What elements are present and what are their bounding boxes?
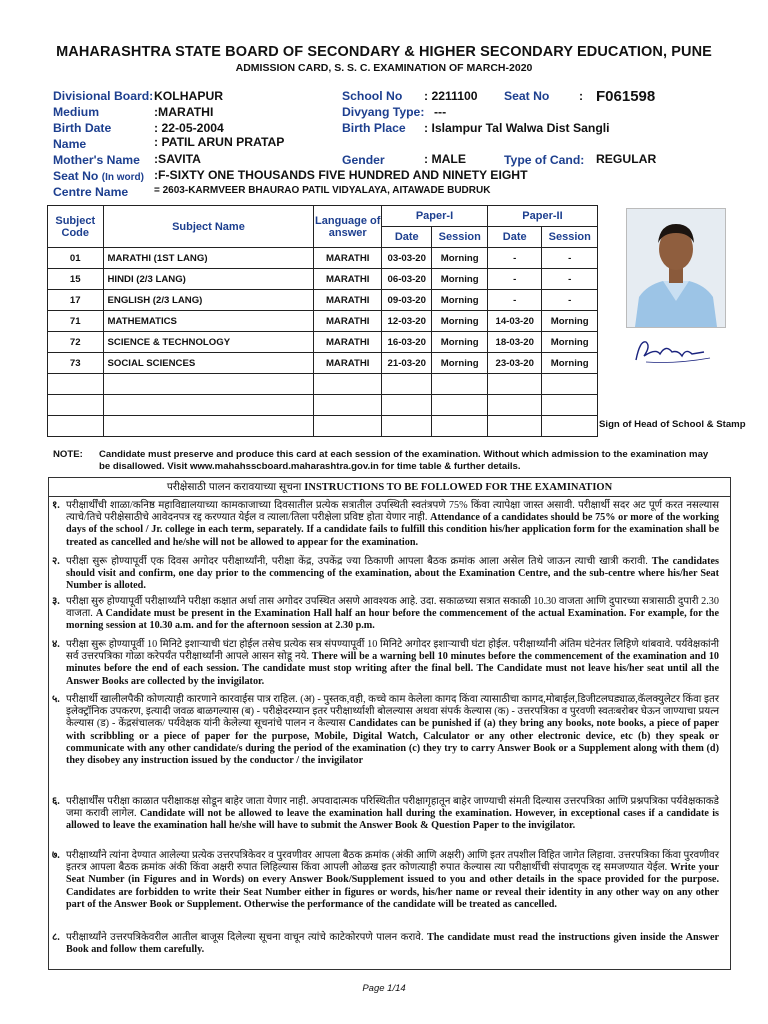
student-photo — [626, 208, 726, 328]
cell-date2: 23-03-20 — [487, 353, 541, 374]
name-label: Name — [53, 137, 87, 151]
table-row — [48, 416, 598, 437]
page-number: Page 1/14 — [362, 983, 406, 994]
seat-words-label: Seat No (In word) — [53, 169, 144, 183]
cell-subject: SCIENCE & TECHNOLOGY — [103, 332, 314, 353]
cell-date1 — [382, 395, 432, 416]
instruction-english: A Candidate must be present in the Examination Hall half an hour before the commencement of the actual Examination. For example, for the morning session at 10.30 a.m. and for the afternoon session at 2.30 p.m. — [66, 608, 719, 632]
instruction-english: The candidate must read the instructions given inside the Answer Book and follow them carefully. — [66, 932, 720, 956]
col-paper2-session: Session — [542, 227, 598, 248]
cell-code: 15 — [48, 269, 104, 290]
cell-date1 — [382, 374, 432, 395]
table-row — [48, 353, 598, 374]
cell-code — [48, 416, 104, 437]
cell-session2 — [542, 395, 598, 416]
instruction-number: ५. — [52, 694, 60, 705]
birth-place-value: : Islampur Tal Walwa Dist Sangli — [424, 121, 610, 135]
cell-date2: 18-03-20 — [487, 332, 541, 353]
cell-code — [48, 374, 104, 395]
cell-session1: Morning — [432, 290, 488, 311]
gender-label: Gender — [342, 153, 385, 167]
instruction-marathi: परीक्षा सुरू होण्यापूर्वी 10 मिनिटे इशाऱ्याची घंटा होईल तसेच प्रत्येक सत्र संपण्यापूर्वी 10 मिनिटे अगोदर इशाऱ्याची घंटा होईल. परीक्षार्थ्यांनी अंतिम घंटेनंतर लिहिणे थांबवावे. पर्यवेक्षकांनी सर्व उत्तरपत्रिका गोळा करेपर्यंत परीक्षार्थ्यांनी आपले आसन सोडू नये. — [66, 639, 719, 663]
col-subject-code: Subject Code — [48, 206, 104, 248]
school-no-value: : 2211100 — [424, 89, 478, 103]
instruction-number: ३. — [52, 596, 60, 607]
col-language: Language of answer — [314, 206, 382, 248]
cell-session2: Morning — [542, 353, 598, 374]
cell-session1: Morning — [432, 311, 488, 332]
cand-type-label: Type of Cand: — [504, 153, 585, 167]
instruction-3 — [54, 596, 719, 633]
cell-date1: 09-03-20 — [382, 290, 432, 311]
cell-date2: - — [487, 290, 541, 311]
cell-date2 — [487, 416, 541, 437]
instruction-marathi: परीक्षार्थ्यांने त्यांना देण्यात आलेल्या प्रत्येक उत्तरपत्रिकेवर व पुरवणीवर आपला बैठक क्रमांक (अंकी आणि अक्षरी) आणि इतर तपशील विहित जागेत लिहावा. उत्तरपत्रिका किंवा पुरवणीवर इतरत्र आपला बैठक क्रमांक अंकी किंवा अक्षरी रुपात लिहिल्यास किंवा आपली ओळख इतर कोणत्याही रुपात केल्यास त्या परीक्षार्थीची संपादणूक रद्द समजण्यात येईल. — [66, 850, 719, 874]
col-subject-name: Subject Name — [103, 206, 314, 248]
instruction-marathi: परीक्षा सुरू होण्यापूर्वी एक दिवस अगोदर परीक्षार्थ्यांनी, परीक्षा केंद्र, उपकेंद्र ज्या ठिकाणी आपला बैठक क्रमांक आला असेल तिथे जाऊन त्याची खात्री करावी. — [66, 556, 648, 567]
cell-date2: - — [487, 269, 541, 290]
cell-date1: 03-03-20 — [382, 248, 432, 269]
cell-subject — [103, 395, 314, 416]
table-row — [48, 311, 598, 332]
birth-date-label: Birth Date — [53, 121, 112, 135]
cell-lang — [314, 416, 382, 437]
cell-lang: MARATHI — [314, 290, 382, 311]
instruction-number: ४. — [52, 639, 60, 650]
instruction-marathi: परीक्षार्थींची शाळा/कनिष्ठ महाविद्यालयाच्या कामकाजाच्या दिवसातील प्रत्येक सत्रातील उपस्थिती स्वतंत्रपणे 75% किंवा त्यापेक्षा जास्त असावी. परीक्षार्थी सदर अट पूर्ण करत नसल्यास त्याचे/तिचे परीक्षेसाठीचे आवेदनपत्र रद्द करण्यात येईल व त्याला/तिला परीक्षेला प्रविष्ट होता येणार नाही. — [66, 500, 719, 524]
cell-subject: MARATHI (1ST LANG) — [103, 248, 314, 269]
table-row — [48, 248, 598, 269]
instructions-box — [48, 477, 731, 970]
school-no-label: School No — [342, 89, 403, 103]
instruction-marathi: परीक्षार्थ्यांने उत्तरपत्रिकेवरील आतील बाजूस दिलेल्या सूचना वाचून त्यांचे काटेकोरपणे पालन करावे. — [66, 932, 424, 943]
table-row — [48, 374, 598, 395]
col-paper1-session: Session — [432, 227, 488, 248]
instruction-number: २. — [52, 556, 60, 567]
cell-session2: Morning — [542, 332, 598, 353]
cell-session1: Morning — [432, 332, 488, 353]
col-paper1-date: Date — [382, 227, 432, 248]
divyang-label: Divyang Type: — [342, 105, 425, 119]
cell-code: 71 — [48, 311, 104, 332]
divyang-value: --- — [434, 105, 447, 119]
cell-subject: SOCIAL SCIENCES — [103, 353, 314, 374]
col-paper2-date: Date — [487, 227, 541, 248]
cell-code — [48, 395, 104, 416]
instruction-2 — [54, 556, 719, 593]
cell-date2: 14-03-20 — [487, 311, 541, 332]
centre-value: = 2603-KARMVEER BHAURAO PATIL VIDYALAYA, AITAWADE BUDRUK — [154, 185, 491, 196]
gender-value: : MALE — [424, 152, 466, 166]
instruction-number: १. — [52, 500, 60, 511]
instruction-6 — [54, 796, 719, 833]
name-value: : PATIL ARUN PRATAP — [154, 135, 285, 149]
cell-code: 17 — [48, 290, 104, 311]
signature — [626, 330, 724, 370]
instruction-marathi: परीक्षार्थी खालीलपैकी कोणत्याही कारणाने कारवाईस पात्र राहिल. (अ) - पुस्तक,वही, कच्चे काम केलेला कागद किंवा त्यासाठीचा कागद,मोबाईल,डिजीटलघड्याळ,कॅलक्युलेटर किंवा इतर इलेक्ट्रॉनिक उपकरण, इत्यादी जवळ बाळगल्यास (ब) - परीक्षेदरम्यान इतर परीक्षार्थ्याशी बोलल्यास अथवा संपर्क केल्यास (क) - उत्तरपत्रिका व पुरवणी स्वतःबरोबर घेऊन जाण्याचा प्रयत्न केल्यास (ड) - केंद्रसंचालक/ पर्यवेक्षक यांनी केलेल्या सूचनांचे पालन न केल्यास — [66, 694, 719, 730]
heading-marathi: परीक्षेसाठी पालन करावयाच्या सूचना — [166, 481, 302, 493]
cell-date1: 16-03-20 — [382, 332, 432, 353]
instruction-english: Candidate will not be allowed to leave the examination hall during the examination. However, in exceptional cases if a candidate is allowed to leave the examination hall he/she will have to submit the Answer Book & Question Paper to the invigilator. — [66, 808, 720, 832]
cell-date1: 12-03-20 — [382, 311, 432, 332]
cell-date2: - — [487, 248, 541, 269]
instruction-8 — [54, 932, 719, 956]
cell-lang: MARATHI — [314, 269, 382, 290]
subject-table — [47, 205, 598, 437]
instruction-english: Write your Seat Number (in Figures and in Words) on every Answer Book/Supplement issued to you and other details in the space provided for the purpose. Candidates are forbidden to write their Seat Number either in figures or words, his/her name or reveal their identity in any other way on any other part of the Answer Book or Supplement. Otherwise the performance of the candidate will be treated as cancelled. — [66, 862, 719, 910]
student-photo-image — [627, 209, 725, 327]
cell-date1: 06-03-20 — [382, 269, 432, 290]
cell-session1: Morning — [432, 248, 488, 269]
stamp-label: Sign of Head of School & Stamp — [599, 419, 746, 430]
cand-type-value: REGULAR — [596, 152, 657, 166]
divisional-board-label: Divisional Board: — [53, 89, 154, 103]
birth-place-label: Birth Place — [342, 121, 406, 135]
medium-value: :MARATHI — [154, 105, 214, 119]
cell-session1 — [432, 374, 488, 395]
cell-date2 — [487, 395, 541, 416]
cell-lang: MARATHI — [314, 332, 382, 353]
cell-code: 73 — [48, 353, 104, 374]
cell-code: 72 — [48, 332, 104, 353]
instruction-4 — [54, 639, 719, 688]
seat-no-value: F061598 — [596, 88, 656, 105]
instruction-number: ७. — [52, 850, 60, 861]
instruction-english: There will be a warning bell 10 minutes before the commencement of the examination and 10 minutes before the end of each session. The candidate must stop writing after the final bell. The Candidate must not leave his/her seat until all the Answer Books are collected by the invigilator. — [66, 651, 720, 687]
cell-session2: - — [542, 248, 598, 269]
cell-lang: MARATHI — [314, 353, 382, 374]
instruction-english: Attendance of a candidates should be 75% or more of the working days of the school / Jr. college in each term, separately. If a candidate fails to fulfill this condition his/her application form for the examination shall be treated as cancelled and he/she will not be allowed to appear for the examination. — [66, 512, 719, 548]
cell-session2 — [542, 374, 598, 395]
instruction-marathi: परीक्षा सुरु होण्यापूर्वी परीक्षार्थ्यांने परीक्षा कक्षात अर्धा तास अगोदर उपस्थित असणे आवश्यक आहे. उदा. सकाळच्या सत्रात सकाळी 10.30 वाजता आणि दुपारच्या सत्रासाठी दुपारी 2.30 वाजता. — [66, 596, 719, 620]
cell-subject — [103, 416, 314, 437]
cell-session2: - — [542, 269, 598, 290]
seat-no-colon: : — [579, 89, 584, 103]
instructions-heading — [49, 478, 730, 497]
note-label: NOTE: — [53, 449, 83, 460]
cell-subject — [103, 374, 314, 395]
cell-session1: Morning — [432, 269, 488, 290]
instruction-7 — [54, 850, 719, 911]
cell-session2: - — [542, 290, 598, 311]
centre-label: Centre Name — [53, 185, 129, 199]
seat-no-label: Seat No — [504, 89, 550, 103]
instruction-number: ६. — [52, 796, 60, 807]
board-title: MAHARASHTRA STATE BOARD OF SECONDARY & HIGHER SECONDARY EDUCATION, PUNE — [56, 44, 712, 60]
birth-date-value: : 22-05-2004 — [154, 121, 224, 135]
table-row — [48, 332, 598, 353]
instruction-marathi: परीक्षार्थींस परीक्षा काळात परीक्षाकक्ष सोडून बाहेर जाता येणार नाही. अपवादात्मक परिस्थितीत परीक्षागृहातून बाहेर जाण्याची संमती दिल्यास उत्तरपत्रिका आणि प्रश्नपत्रिका पर्यवेक्षकाकडे जमा करावी लागेल. — [66, 796, 719, 820]
cell-lang: MARATHI — [314, 311, 382, 332]
cell-session2 — [542, 416, 598, 437]
col-paper-1: Paper-I — [382, 206, 488, 227]
cell-subject: ENGLISH (2/3 LANG) — [103, 290, 314, 311]
note-text: Candidate must preserve and produce this card at each session of the examination. Without which admission to the examination may be disallowed. Visit www.mahahsscboard.maharashtra.gov.in for time table & further details. — [99, 449, 709, 472]
cell-lang — [314, 395, 382, 416]
cell-lang — [314, 374, 382, 395]
mother-name-value: :SAVITA — [154, 152, 201, 166]
mother-name-label: Mother's Name — [53, 153, 140, 167]
instruction-english: The candidates should visit and confirm, one day prior to the commencing of the examination, about the Examination Centre, and the sub-centre where his/her Seat Number is alloted. — [66, 556, 719, 592]
instruction-5 — [54, 694, 719, 767]
cell-code: 01 — [48, 248, 104, 269]
medium-label: Medium — [53, 105, 100, 119]
instruction-1 — [54, 500, 719, 549]
cell-date1: 21-03-20 — [382, 353, 432, 374]
cell-subject: HINDI (2/3 LANG) — [103, 269, 314, 290]
heading-english: INSTRUCTIONS TO BE FOLLOWED FOR THE EXAMINATION — [304, 482, 613, 493]
cell-session1 — [432, 395, 488, 416]
instruction-number: ८. — [52, 932, 60, 943]
col-paper-2: Paper-II — [487, 206, 597, 227]
table-row — [48, 395, 598, 416]
table-row — [48, 290, 598, 311]
seat-words-value: :F-SIXTY ONE THOUSANDS FIVE HUNDRED AND NINETY EIGHT — [154, 168, 528, 182]
table-row — [48, 269, 598, 290]
cell-session2: Morning — [542, 311, 598, 332]
cell-lang: MARATHI — [314, 248, 382, 269]
cell-date1 — [382, 416, 432, 437]
instruction-english: Candidates can be punished if (a) they bring any books, note books, a piece of paper with scribbling or a piece of paper for the purpose, Mobile, Digital Watch, Calculator or any other electronic device, etc (b) they speak or communicate with any other candidate/s during the period of the examination (c) they try to carry Answer Book or a Supplement along with them (d) they disobey any instruction issued by the conductor / the invigilator — [66, 718, 720, 767]
cell-subject: MATHEMATICS — [103, 311, 314, 332]
card-title: ADMISSION CARD, S. S. C. EXAMINATION OF MARCH-2020 — [235, 62, 533, 74]
cell-session1: Morning — [432, 353, 488, 374]
cell-session1 — [432, 416, 488, 437]
divisional-board-value: KOLHAPUR — [154, 89, 224, 103]
cell-date2 — [487, 374, 541, 395]
